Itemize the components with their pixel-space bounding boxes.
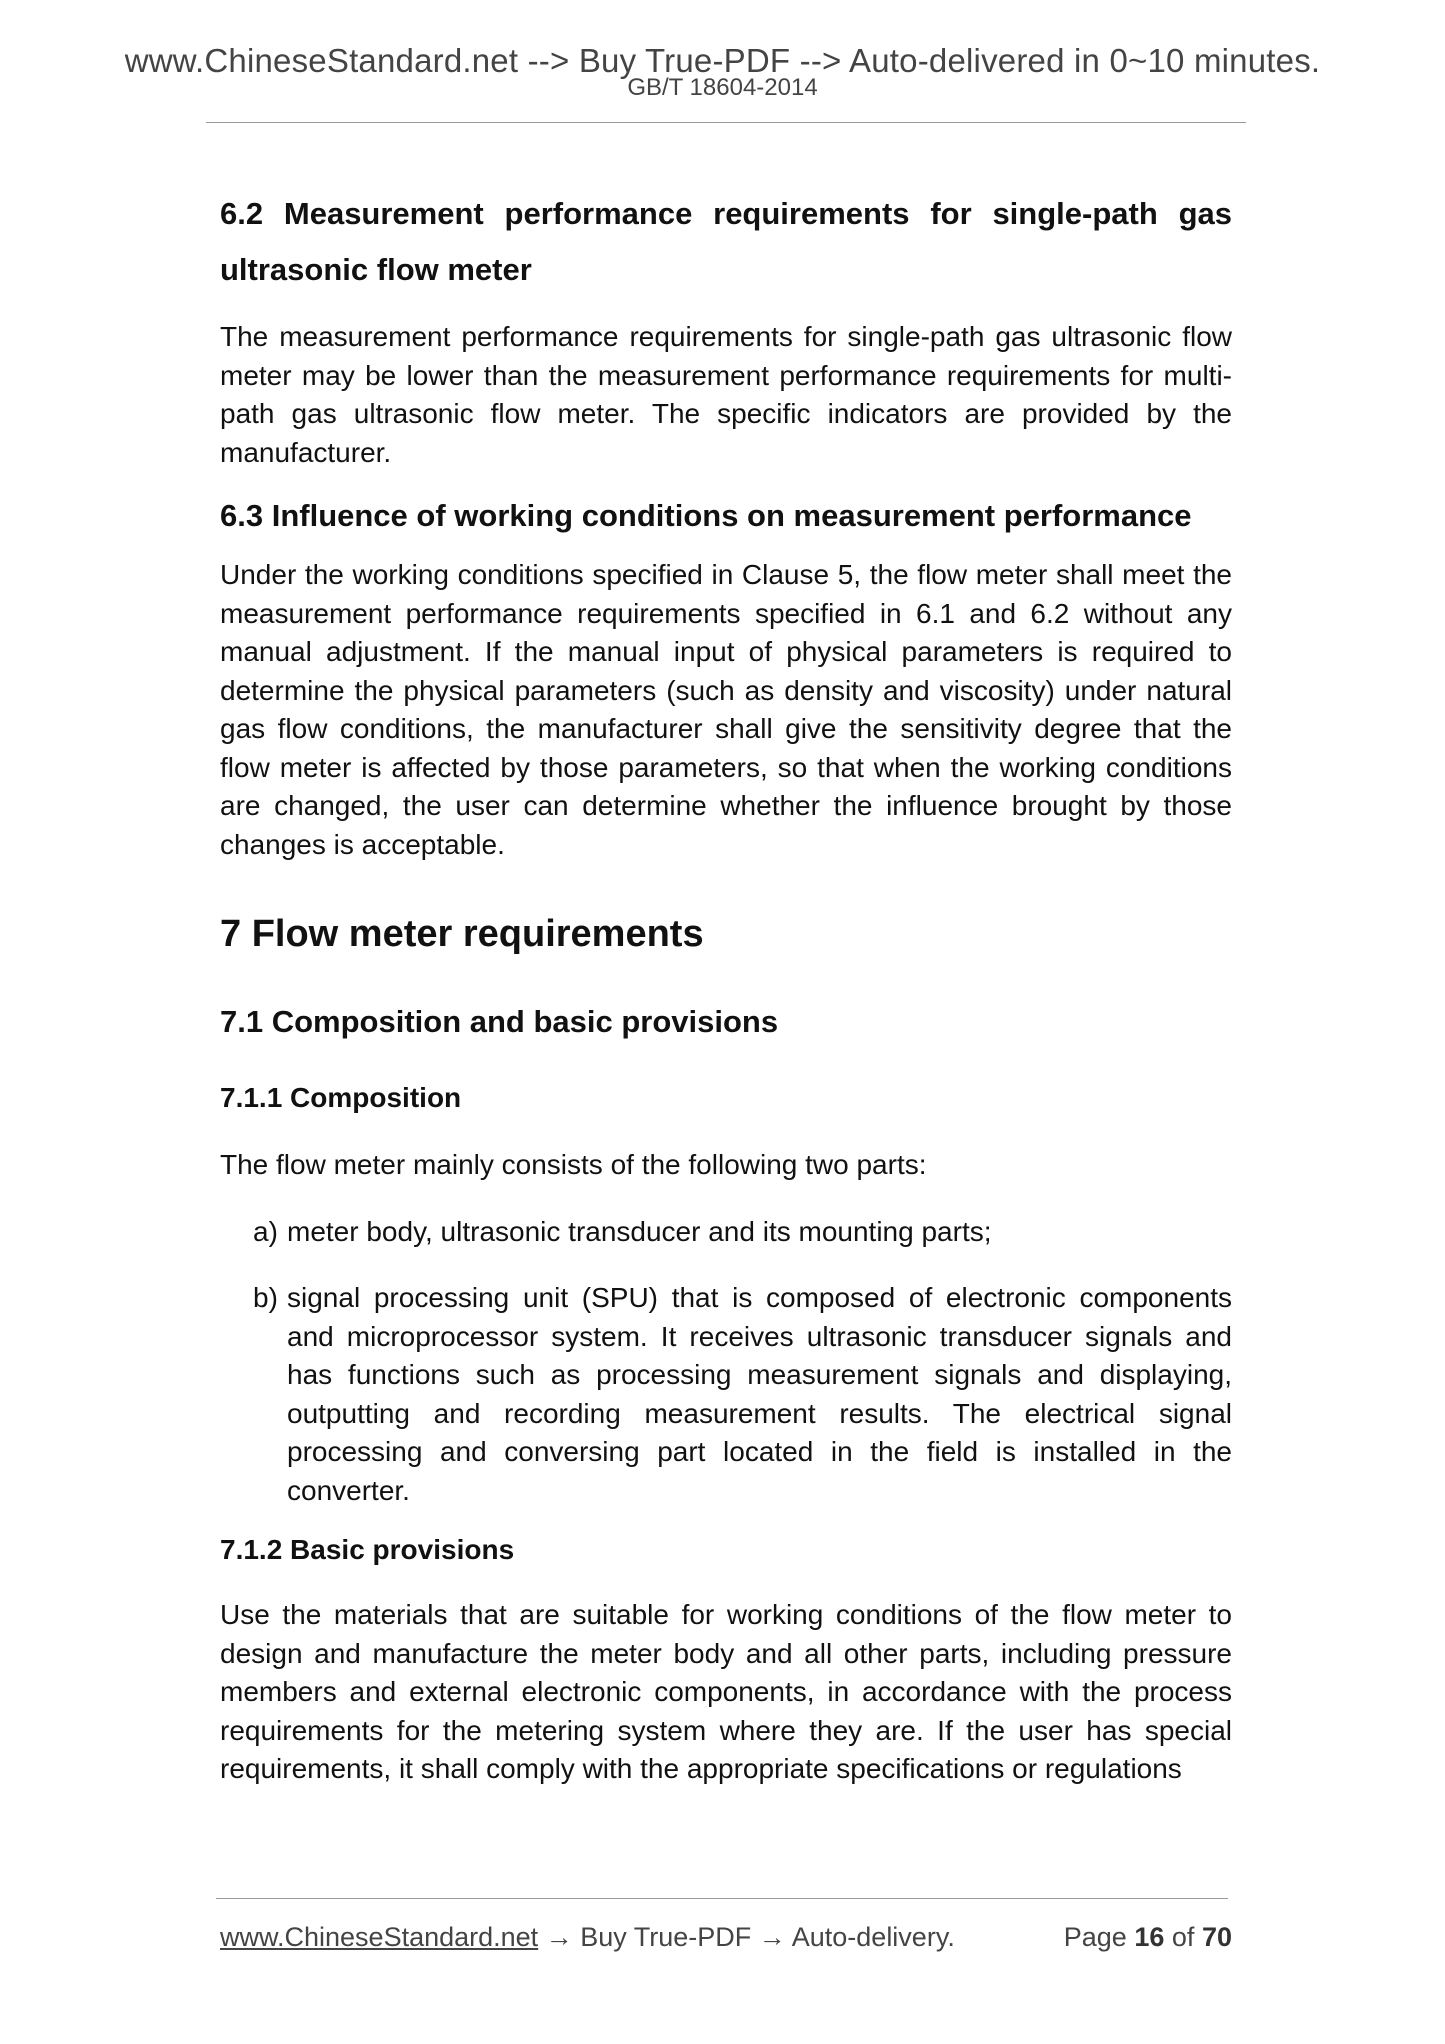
list-item-text: meter body, ultrasonic transducer and its mounting parts;: [287, 1215, 992, 1247]
section-7-1-1-heading: 7.1.1 Composition: [220, 1082, 462, 1113]
document-body: [220, 186, 1232, 1789]
section-6-2-paragraph: The measurement performance requirements for single-path gas ultrasonic flow meter may be lower than the measurement performance requirements for multi-path gas ultrasonic flow meter. The specific indicators are provided by the manufacturer.: [220, 321, 1232, 468]
section-7-1-2-heading: 7.1.2 Basic provisions: [220, 1534, 515, 1565]
header-divider: [206, 122, 1246, 123]
page-number: 16: [1134, 1922, 1165, 1952]
list-item-text: signal processing unit (SPU) that is composed of electronic components and microprocessor system. It receives ultrasonic transducer signals and has functions such as processing measurement signals and displaying, outputting and recording measurement results. The electrical signal processing and conversing part located in the field is installed in the converter.: [287, 1282, 1232, 1506]
page-label: Page: [1063, 1922, 1127, 1952]
chapter-7-heading: 7 Flow meter requirements: [220, 913, 704, 955]
list-item: [220, 1213, 1232, 1252]
section-6-2-heading: 6.2 Measurement performance requirements for single-path gas ultrasonic flow meter: [220, 196, 1232, 287]
of-label: of: [1171, 1922, 1195, 1952]
list-item: [220, 1279, 1232, 1510]
footer-site-link[interactable]: www.ChineseStandard.net: [220, 1922, 539, 1952]
total-pages: 70: [1201, 1922, 1232, 1952]
list-marker: a): [253, 1215, 278, 1247]
page-footer: [220, 1917, 1232, 1957]
page-counter: [1064, 1917, 1232, 1957]
section-7-1-heading: 7.1 Composition and basic provisions: [220, 1004, 779, 1039]
footer-divider: [216, 1898, 1228, 1899]
footer-tagline: → Buy True-PDF → Auto-delivery.: [538, 1922, 955, 1952]
header-banner: www.ChineseStandard.net --> Buy True-PDF --> Auto-delivered in 0~10 minutes.: [124, 42, 1321, 79]
section-7-1-1-intro: The flow meter mainly consists of the following two parts:: [220, 1149, 927, 1180]
footer-promo: [220, 1917, 955, 1957]
section-6-3-paragraph: Under the working conditions specified in Clause 5, the flow meter shall meet the measurement performance requirements specified in 6.1 and 6.2 without any manual adjustment. If the manual input of physical parameters is required to determine the physical parameters (such as density and viscosity) under natural gas flow conditions, the manufacturer shall give the sensitivity degree that the flow meter is affected by those parameters, so that when the working conditions are changed, the user can determine whether the influence brought by those changes is acceptable.: [220, 559, 1232, 860]
section-6-3-heading: 6.3 Influence of working conditions on measurement performance: [220, 498, 1192, 533]
list-marker: b): [253, 1282, 278, 1313]
section-7-1-2-paragraph: Use the materials that are suitable for working conditions of the flow meter to design and manufacture the meter body and all other parts, including pressure members and external electronic components, in accordance with the process requirements for the metering system where they are. If the user has special requirements, it shall comply with the appropriate specifications or regulations: [220, 1599, 1232, 1784]
standard-number: GB/T 18604-2014: [627, 74, 818, 101]
